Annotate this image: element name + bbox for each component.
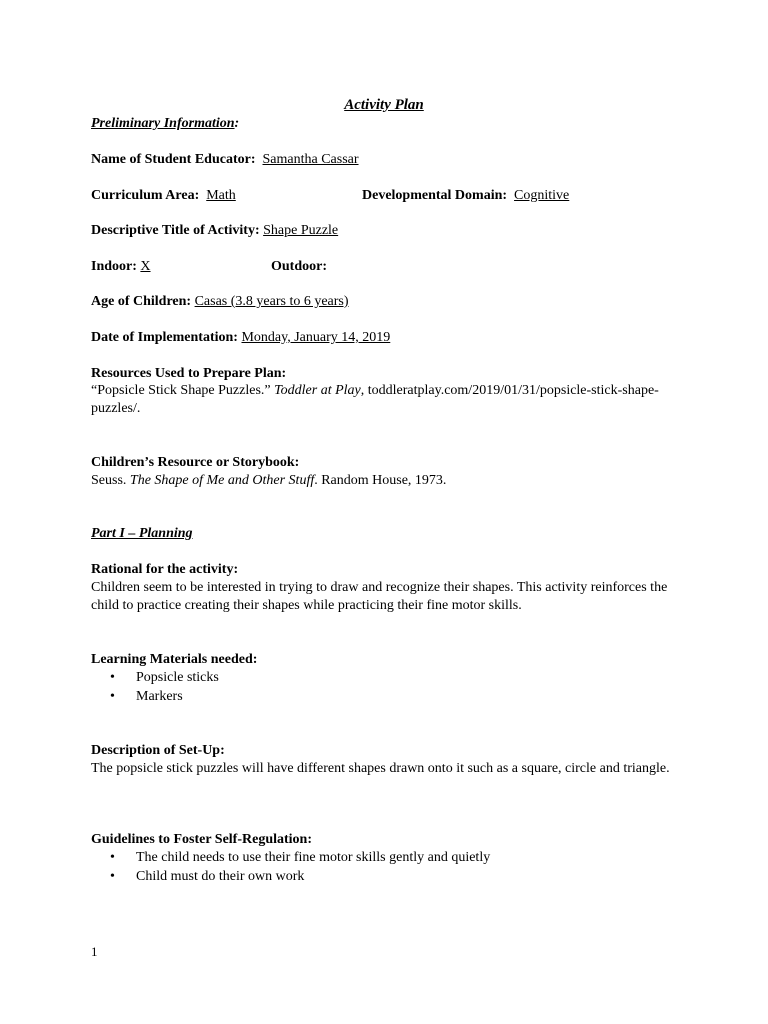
curriculum-label: Curriculum Area: [91, 188, 200, 203]
resources-heading: Resources Used to Prepare Plan: [91, 366, 287, 381]
age-label: Age of Children: [91, 294, 192, 309]
resources-citation-italic: Toddler at Play [274, 383, 361, 398]
activity-title-row [91, 222, 338, 240]
setup-text: The popsicle stick puzzles will have different shapes drawn onto it such as a square, circle and triangle. [91, 761, 670, 776]
domain-label: Developmental Domain: [362, 188, 508, 203]
guidelines-list [91, 849, 671, 887]
setup-heading: Description of Set-Up: [91, 743, 225, 758]
activity-title-value: Shape Puzzle [263, 223, 339, 238]
materials-heading: Learning Materials needed: [91, 652, 258, 667]
educator-row [91, 151, 359, 169]
indoor-label: Indoor: [91, 259, 137, 274]
storybook-citation-start: Seuss. [91, 473, 130, 488]
list-item: • Popsicle sticks [91, 669, 671, 688]
list-item: • Child must do their own work [91, 868, 671, 887]
educator-label: Name of Student Educator: [91, 152, 256, 167]
rational-text: Children seem to be interested in trying to draw and recognize their shapes. This activity reinforces the child to practice creating their shapes while practicing their fine motor skills. [91, 580, 668, 613]
date-value: Monday, January 14, 2019 [241, 330, 391, 345]
domain-value: Cognitive [514, 188, 570, 203]
storybook-citation [91, 472, 446, 490]
materials-list [91, 669, 671, 707]
resources-citation [91, 382, 671, 418]
indoor-row [91, 258, 151, 276]
preliminary-heading [91, 115, 239, 133]
storybook-citation-italic: The Shape of Me and Other Stuff [129, 473, 315, 488]
page-number: 1 [91, 944, 98, 959]
rational-heading: Rational for the activity: [91, 562, 239, 577]
age-value: Casas (3.8 years to 6 years) [194, 294, 349, 309]
date-label: Date of Implementation: [91, 330, 238, 345]
list-item: • The child needs to use their fine motor skills gently and quietly [91, 849, 671, 868]
list-item: • Markers [91, 688, 671, 707]
date-row [91, 329, 390, 347]
preliminary-heading-text: Preliminary Information [91, 116, 235, 131]
activity-title-label: Descriptive Title of Activity: [91, 223, 260, 238]
guidelines-heading: Guidelines to Foster Self-Regulation: [91, 832, 313, 847]
outdoor-label: Outdoor: [271, 259, 327, 274]
storybook-citation-end: . Random House, 1973. [314, 473, 447, 488]
document-title: Activity Plan [344, 97, 424, 113]
curriculum-value: Math [206, 188, 236, 203]
resources-citation-end: , toddleratplay.com/2019/01/31/popsicle-stick-shape-puzzles/. [91, 383, 659, 416]
part1-heading: Part I – Planning [91, 526, 193, 541]
curriculum-row [91, 187, 236, 205]
storybook-heading: Children’s Resource or Storybook: [91, 455, 300, 470]
indoor-value: X [140, 259, 151, 274]
domain-row [362, 187, 569, 205]
educator-value: Samantha Cassar [262, 152, 359, 167]
preliminary-heading-colon: : [234, 116, 240, 131]
resources-citation-start: “Popsicle Stick Shape Puzzles.” [91, 383, 275, 398]
age-row [91, 293, 349, 311]
